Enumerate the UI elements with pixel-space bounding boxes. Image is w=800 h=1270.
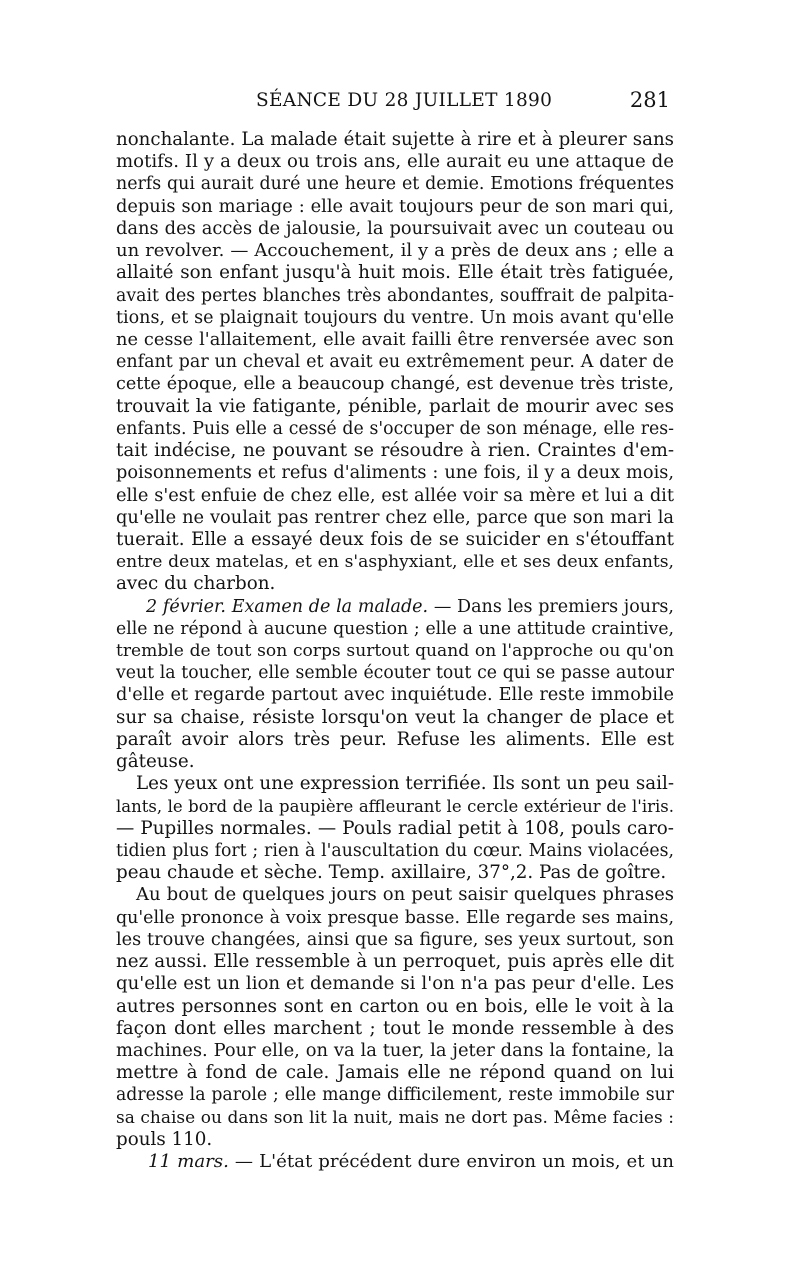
text-line: nonchalante. La malade était sujette à rire et à pleurer sans: [116, 129, 674, 150]
date-label: 2 février.: [146, 596, 226, 617]
text-line: tidien plus fort ; rien à l'auscultation du cœur. Mains violacées,: [116, 841, 674, 861]
date-label: 11 mars.: [148, 1151, 229, 1173]
text-line: façon dont elles marchent ; tout le monde ressemble à des: [116, 1017, 674, 1039]
text-line: dans des accès de jalousie, la poursuivait avec un couteau ou: [116, 217, 674, 239]
paragraph-examination: [116, 596, 674, 774]
text-line: enfant par un cheval et avait eu extrêmement peur. A dater de: [116, 352, 674, 373]
text-line: trouvait la vie fatigante, pénible, parlait de mourir avec ses: [116, 395, 674, 417]
text-line: avait des pertes blanches très abondantes, souffrait de palpita-: [116, 285, 674, 306]
text-line: tuerait. Elle a essayé deux fois de se suicider en s'étouffant: [116, 528, 674, 550]
text-line: sa chaise ou dans son lit la nuit, mais ne dort pas. Même facies :: [116, 1107, 674, 1128]
text-line: nerfs qui aurait duré une heure et demie. Emotions fréquentes: [116, 174, 674, 195]
text-line: tait indécise, ne pouvant se résoudre à rien. Craintes d'em-: [116, 440, 674, 462]
text-line: les trouve changées, ainsi que sa figure, ses yeux surtout, son: [116, 929, 674, 950]
text-line: [116, 1151, 674, 1173]
text-line: veut la toucher, elle semble écouter tout ce qui se passe autour: [116, 663, 674, 684]
text-line: paraît avoir alors très peur. Refuse les aliments. Elle est: [116, 728, 674, 750]
text-line: elle ne répond à aucune question ; elle a une attitude craintive,: [116, 618, 674, 639]
body-text: [116, 129, 674, 1173]
text-line: nez aussi. Elle ressemble à un perroquet, puis après elle dit: [116, 951, 674, 973]
text-line: d'elle et regarde partout avec inquiétude. Elle reste immobile: [116, 685, 674, 706]
text-line: machines. Pour elle, on va la tuer, la jeter dans la fontaine, la: [116, 1039, 674, 1061]
text-line: depuis son mariage : elle avait toujours peur de son mari qui,: [116, 195, 674, 217]
text-line: Au bout de quelques jours on peut saisir quelques phrases: [136, 884, 674, 906]
text-line: cette époque, elle a beaucoup changé, est devenue très triste,: [116, 374, 674, 395]
text-line: tremble de tout son corps surtout quand on l'approche ou qu'on: [116, 641, 674, 662]
text-line: Les yeux ont une expression terrifiée. Ils sont un peu sail-: [136, 773, 674, 795]
text-line: — Pupilles normales. — Pouls radial petit à 108, pouls caro-: [116, 817, 674, 839]
text-line: allaité son enfant jusqu'à huit mois. Elle était très fatiguée,: [116, 262, 674, 284]
text-line: sur sa chaise, résiste lorsqu'on veut la changer de place et: [116, 706, 674, 728]
text-line: tions, et se plaignait toujours du ventre. Un mois avant qu'elle: [116, 307, 674, 328]
text-line: gâteuse.: [116, 751, 195, 773]
text-line: pouls 110.: [116, 1128, 213, 1150]
section-heading: Examen de la malade.: [231, 596, 429, 617]
text-fragment: — Dans les premiers jours,: [428, 596, 674, 617]
text-line: mettre à fond de cale. Jamais elle ne répond quand on lui: [116, 1062, 674, 1084]
text-line: qu'elle ne voulait pas rentrer chez elle, parce que son mari la: [116, 506, 674, 528]
text-line: elle s'est enfuie de chez elle, est allée voir sa mère et lui a dit: [116, 485, 674, 506]
text-line: qu'elle est un lion et demande si l'on n'a pas peur d'elle. Les: [116, 973, 674, 995]
text-line: enfants. Puis elle a cessé de s'occuper de son ménage, elle res-: [116, 418, 674, 439]
running-title: SÉANCE DU 28 JUILLET 1890: [256, 90, 553, 111]
text-line: lants, le bord de la paupière affleurant le cercle extérieur de l'iris.: [116, 796, 674, 816]
paragraph-march: [116, 1151, 674, 1173]
text-line: motifs. Il y a deux ou trois ans, elle aurait eu une attaque de: [116, 151, 674, 173]
running-head: [116, 90, 670, 120]
text-line: avec du charbon.: [116, 573, 276, 595]
text-line: adresse la parole ; elle mange difficilement, reste immobile sur: [116, 1085, 674, 1106]
text-line: autres personnes sont en carton ou en bois, elle le voit à la: [116, 995, 674, 1017]
text-line: poisonnements et refus d'aliments : une fois, il y a deux mois,: [116, 463, 674, 484]
text-line: qu'elle prononce à voix presque basse. Elle regarde ses mains,: [116, 907, 674, 928]
text-line: [116, 596, 674, 618]
text-line: entre deux matelas, et en s'asphyxiant, elle et ses deux enfants,: [116, 552, 674, 573]
paragraph-eyes: [116, 773, 674, 884]
paragraph-history: [116, 129, 674, 596]
text-fragment: — L'état précédent dure environ un mois, et un: [228, 1151, 674, 1173]
page-number: 281: [629, 88, 670, 112]
text-line: un revolver. — Accouchement, il y a près de deux ans ; elle a: [116, 240, 674, 262]
paragraph-delusions: [116, 884, 674, 1151]
text-line: peau chaude et sèche. Temp. axillaire, 37°,2. Pas de goître.: [116, 862, 667, 884]
text-line: ne cesse l'allaitement, elle avait failli être renversée avec son: [116, 329, 674, 350]
